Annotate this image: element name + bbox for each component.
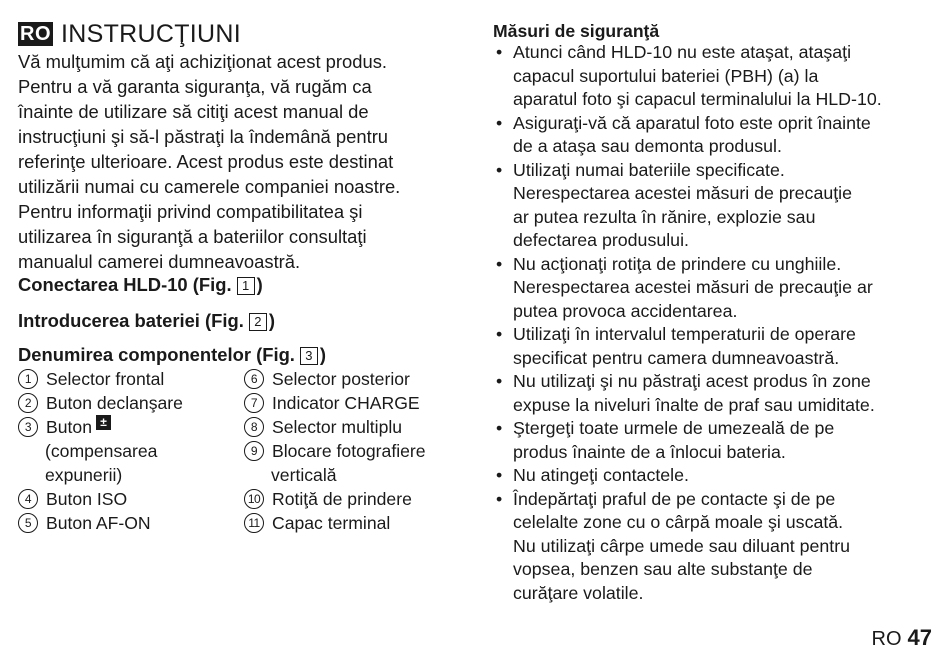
item-number: 8 bbox=[244, 417, 264, 437]
list-item: • Nu utilizaţi şi nu păstraţi acest produs în zone expuse la niveluri înalte de praf sau umiditate. bbox=[493, 370, 938, 417]
list-item: 7 Indicator CHARGE bbox=[244, 391, 420, 415]
list-item: • Nu acţionaţi rotiţa de prindere cu unghiile. Nerespectarea acestei măsuri de precauţie ar putea provoca accidentarea. bbox=[493, 253, 938, 324]
page-footer bbox=[872, 626, 932, 651]
item-number: 6 bbox=[244, 369, 264, 389]
list-item: 4 Buton ISO bbox=[18, 487, 127, 511]
list-item: • Atunci când HLD-10 nu este ataşat, ataşaţi capacul suportului bateriei (PBH) (a) la aparatul foto şi capacul terminalului la HLD-10. bbox=[493, 41, 938, 112]
list-item-continuation: verticală bbox=[271, 465, 337, 485]
list-item: • Asiguraţi-vă că aparatul foto este oprit înainte de a ataşa sau demonta produsul. bbox=[493, 112, 938, 159]
item-number: 2 bbox=[18, 393, 38, 413]
item-number: 5 bbox=[18, 513, 38, 533]
section-heading-connect: Conectarea HLD-10 (Fig. 1 ) bbox=[18, 274, 263, 295]
page-number: 47 bbox=[907, 625, 932, 650]
item-number: 10 bbox=[244, 489, 264, 509]
list-item-continuation: expunerii) bbox=[45, 465, 123, 485]
list-item: 6 Selector posterior bbox=[244, 367, 410, 391]
figure-ref: 2 bbox=[249, 313, 267, 331]
list-item: 3 Buton ± bbox=[18, 415, 111, 439]
page-title bbox=[18, 20, 241, 48]
section-heading-parts: Denumirea componentelor (Fig. 3 ) bbox=[18, 344, 327, 365]
item-number: 1 bbox=[18, 369, 38, 389]
item-number: 9 bbox=[244, 441, 264, 461]
list-item: • Ştergeţi toate urmele de umezeală de pe produs înainte de a înlocui bateria. bbox=[493, 417, 938, 464]
exposure-compensation-icon: ± bbox=[96, 415, 111, 430]
list-item: • Îndepărtaţi praful de pe contacte şi de pe celelalte zone cu o cârpă moale şi uscată. Nu utilizaţi cârpe umede sau diluant pentru vopsea, benzen sau alte substanţe de curăţare volatile. bbox=[493, 488, 938, 606]
figure-ref: 3 bbox=[300, 347, 318, 365]
section-heading-battery: Introducerea bateriei (Fig. 2 ) bbox=[18, 310, 275, 331]
list-item: 5 Buton AF-ON bbox=[18, 511, 151, 535]
list-item: 10 Rotiţă de prindere bbox=[244, 487, 412, 511]
item-number: 11 bbox=[244, 513, 264, 533]
list-item: 2 Buton declanşare bbox=[18, 391, 183, 415]
intro-paragraph: Vă mulţumim că aţi achiziţionat acest produs. Pentru a vă garanta siguranţa, vă rugăm ca înainte de utilizare să citiţi acest manual de instrucţiuni şi să-l păstraţi la îndemână pentru referinţe ulterioare. Acest produs este destinat utilizării numai cu camerele companiei noastre. Pentru informaţii privind compatibilitatea şi utilizarea în siguranţă a bateriilor consultaţi manualul camerei dumneavoastră. bbox=[18, 51, 401, 272]
item-number: 4 bbox=[18, 489, 38, 509]
language-badge: RO bbox=[20, 23, 51, 45]
list-item: • Utilizaţi numai bateriile specificate. Nerespectarea acestei măsuri de precauţie ar putea rezulta în rănire, explozie sau defectarea produsului. bbox=[493, 159, 938, 253]
figure-ref: 1 bbox=[237, 277, 255, 295]
title-text: INSTRUCŢIUNI bbox=[61, 20, 241, 48]
list-item: 8 Selector multiplu bbox=[244, 415, 402, 439]
safety-list bbox=[493, 41, 938, 605]
safety-heading: Măsuri de siguranţă bbox=[493, 21, 660, 41]
list-item: • Nu atingeţi contactele. bbox=[493, 464, 938, 488]
list-item: 11 Capac terminal bbox=[244, 511, 390, 535]
footer-language: RO bbox=[871, 628, 902, 650]
item-number: 7 bbox=[244, 393, 264, 413]
list-item: 1 Selector frontal bbox=[18, 367, 164, 391]
list-item: • Utilizaţi în intervalul temperaturii de operare specificat pentru camera dumneavoastră. bbox=[493, 323, 938, 370]
list-item: 9 Blocare fotografiere bbox=[244, 439, 426, 463]
item-number: 3 bbox=[18, 417, 38, 437]
list-item-continuation: (compensarea bbox=[45, 441, 158, 461]
